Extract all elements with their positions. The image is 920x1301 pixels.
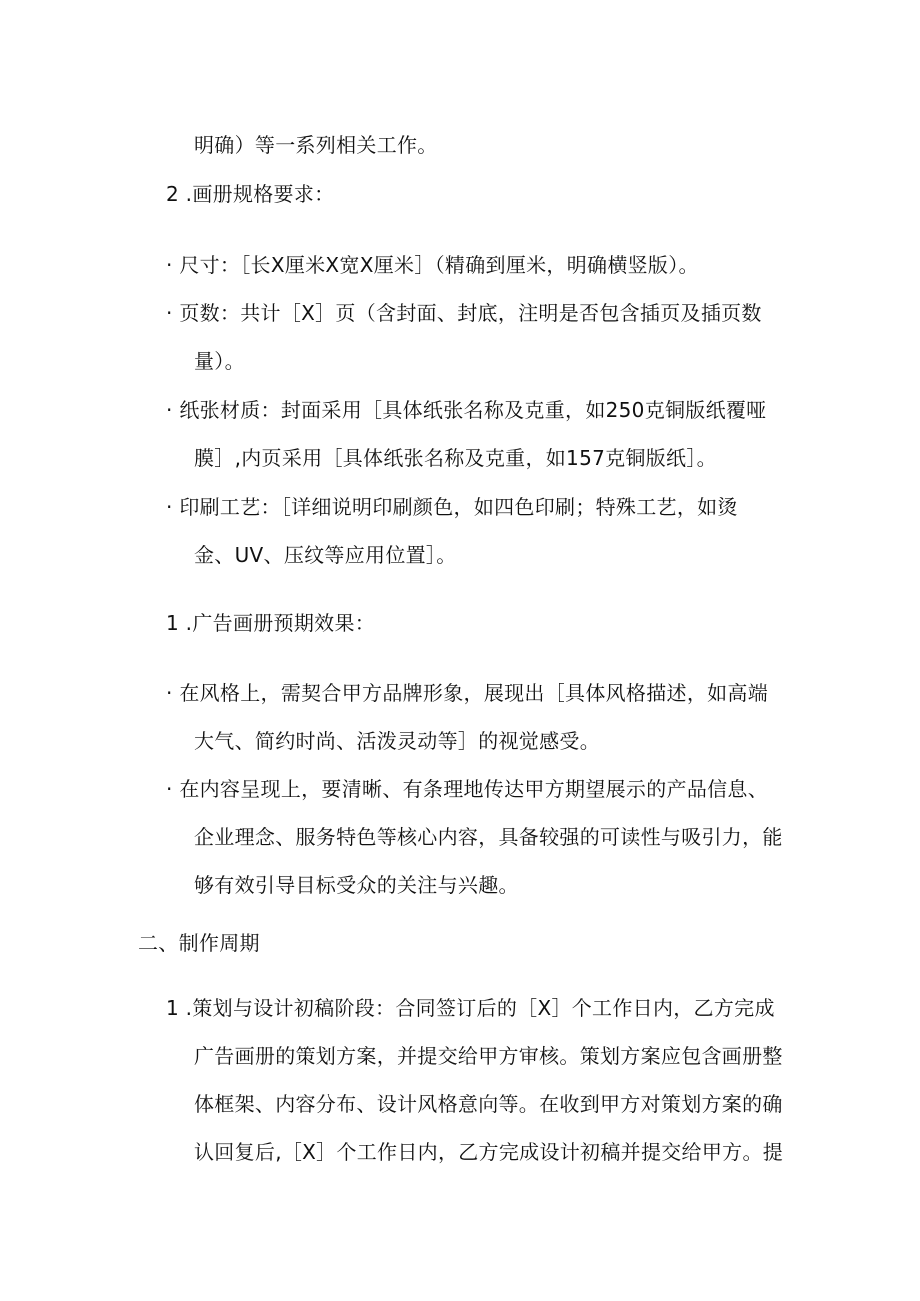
paragraph-line: 体框架、内容分布、设计风格意向等。在收到甲方对策划方案的确	[194, 1092, 783, 1116]
bullet-style: · 在风格上，需契合甲方品牌形象，展现出［具体风格描述，如高端	[166, 681, 769, 705]
bullet-pages-cont: 量）。	[194, 349, 245, 373]
bullet-content-cont: 企业理念、服务特色等核心内容，具备较强的可读性与吸引力，能	[194, 825, 783, 849]
paragraph-line: 认回复后,［X］个工作日内，乙方完成设计初稿并提交给甲方。提	[194, 1140, 784, 1164]
paragraph-line: 1 .策划与设计初稿阶段：合同签订后的［X］个工作日内，乙方完成	[166, 996, 775, 1020]
bullet-paper: · 纸张材质：封面采用［具体纸张名称及克重，如250克铜版纸覆哑	[166, 398, 767, 422]
bullet-content: · 在内容呈现上，要清晰、有条理地传达甲方期望展示的产品信息、	[166, 777, 769, 801]
bullet-size: · 尺寸：［长X厘米X宽X厘米］（精确到厘米，明确横竖版）。	[166, 253, 699, 277]
section-heading: 1 .广告画册预期效果：	[166, 611, 376, 635]
bullet-printing-cont: 金、UV、压纹等应用位置］。	[194, 543, 457, 567]
bullet-style-cont: 大气、简约时尚、活泼灵动等］的视觉感受。	[194, 729, 600, 753]
paragraph-line: 明确）等一系列相关工作。	[194, 133, 438, 157]
section-heading: 2 .画册规格要求：	[166, 182, 335, 206]
bullet-pages: · 页数：共计［X］页（含封面、封底，注明是否包含插页及插页数	[166, 301, 762, 325]
paragraph-line: 广告画册的策划方案，并提交给甲方审核。策划方案应包含画册整	[194, 1044, 783, 1068]
bullet-content-cont: 够有效引导目标受众的关注与兴趣。	[194, 873, 519, 897]
chapter-heading: 二、制作周期	[138, 931, 260, 955]
bullet-printing: · 印刷工艺：［详细说明印刷颜色，如四色印刷；特殊工艺，如烫	[166, 495, 738, 519]
bullet-paper-cont: 膜］,内页采用［具体纸张名称及克重，如157克铜版纸］。	[194, 446, 717, 470]
